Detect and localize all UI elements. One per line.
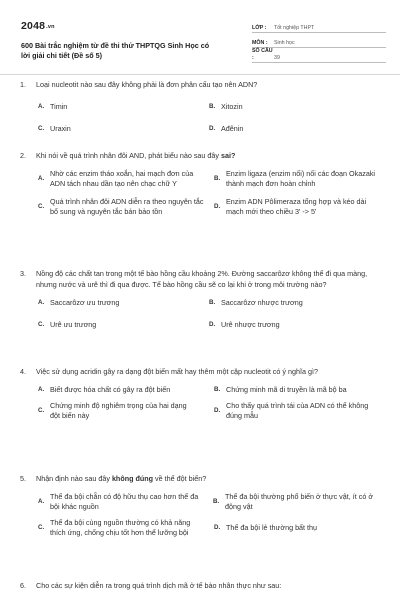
answer-option-c[interactable]: C. Thể đa bội cùng nguồn thường có khả năng thích ứng, chống chịu tốt hơn thể lưỡng bội [38,518,214,538]
option-text: Thể đa bội thường phổ biến ở thực vật, ít có ở động vật [225,492,374,511]
answer-option-a[interactable]: A. Biết được hóa chất có gây ra đột biến [38,385,214,395]
meta-value: Tốt nghiệp THPT [274,24,315,31]
answer-option-a[interactable]: A. Nhờ các enzim tháo xoắn, hai mạch đơn của ADN tách nhau dần tạo nên chạc chữ Y [38,169,214,189]
answer-option-d[interactable]: D. Ađênin [209,124,380,134]
document-header [18,12,388,66]
meta-value: Sinh học [274,39,295,46]
question-stem [20,473,380,484]
answer-option-d[interactable]: D. Enzim ADN Pôlimeraza tổng hợp và kéo dài mạch mới theo chiều 3' -> 5' [214,197,380,217]
question-stem [20,366,380,377]
question-6 [20,580,380,591]
question-4 [20,366,380,421]
site-logo[interactable] [21,19,55,33]
meta-row-count [252,49,386,63]
meta-label: LỚP : [252,24,267,31]
answer-option-b[interactable]: B. Chứng minh mã di truyền là mã bộ ba [214,385,380,395]
meta-row-grade [252,19,386,33]
answer-option-c[interactable]: C. Chứng minh độ nghiêm trọng của hai dạng đột biến này [38,401,214,421]
meta-label: SỐ CÂU : [252,47,273,61]
option-text: Chứng minh mã di truyền là mã bộ ba [226,385,347,394]
question-number: 5. [20,474,26,483]
option-text: Timin [50,102,68,111]
question-stem [20,79,380,90]
meta-value: 39 [274,54,280,61]
option-text: Xitozin [221,102,243,111]
option-text: Quá trình nhân đôi ADN diễn ra theo nguyên tắc bổ sung và nguyên tắc bán bảo tồn [50,197,204,216]
question-2 [20,150,380,217]
option-text: Ađênin [221,124,244,133]
option-text: Biết được hóa chất có gây ra đột biến [50,385,171,394]
answer-option-d[interactable]: D. Urê nhược trương [209,320,380,330]
answer-option-c[interactable]: C. Quá trình nhân đôi ADN diễn ra theo nguyên tắc bổ sung và nguyên tắc bán bảo tồn [38,197,204,216]
question-text: Nồng độ các chất tan trong một tế bào hồng cầu khoảng 2%. Đường saccarôzơ không thể đi qua màng, nhưng nước và urê thì đi qua được. Tế bào hồng cầu sẽ co lại khi ở trong môi trường nào? [36,269,368,289]
question-stem [20,580,380,591]
question-1 [20,79,380,134]
question-number: 3. [20,269,26,278]
option-text: Enzim ligaza (enzim nối) nối các đoạn Okazaki thành mạch đơn hoàn chỉnh [226,169,376,188]
option-text: Thể đa bội cùng nguồn thường có khả năng thích ứng, chống chịu tốt hơn thể lưỡng bội [50,518,191,537]
question-5 [20,473,380,538]
meta-row-subject [252,34,386,48]
question-text: Cho các sự kiện diễn ra trong quá trình dịch mã ở tế bào nhân thực như sau: [36,581,282,590]
option-text: Nhờ các enzim tháo xoắn, hai mạch đơn của ADN tách nhau dần tạo nên chạc chữ Y [50,169,194,188]
question-stem [20,150,380,161]
answer-option-a[interactable]: A. Thể đa bội chẵn có độ hữu thụ cao hơn thể đa bội khác nguồn [38,492,199,511]
answer-option-d[interactable]: D. Thể đa bội lẻ thường bất thụ [214,518,380,538]
question-stem [20,268,380,290]
logo-sub: .vn [46,24,55,30]
logo-main: 2048 [21,20,46,32]
answer-option-b[interactable]: B. Xitozin [209,102,380,112]
option-text: Uraxin [50,124,71,133]
option-text: Enzim ADN Pôlimeraza tổng hợp và kéo dài mạch mới theo chiều 3' -> 5' [226,197,367,216]
option-text: Thể đa bội chẵn có độ hữu thụ cao hơn thể đa bội khác nguồn [50,492,199,511]
header-divider [0,74,400,75]
question-text: Loại nucleotit nào sau đây không phải là đơn phân cấu tạo nên ADN? [36,80,258,89]
question-text: Khi nói về quá trình nhân đôi AND, phát biểu nào sau đây sai? [36,151,236,160]
option-text: Urê nhược trương [221,320,280,329]
question-number: 4. [20,367,26,376]
answer-option-b[interactable]: B. Thể đa bội thường phổ biến ở thực vật, ít có ở động vật [213,492,374,511]
document-meta [252,19,386,64]
question-number: 1. [20,80,26,89]
question-number: 2. [20,151,26,160]
answer-option-a[interactable]: A. Saccarôzơ ưu trương [38,298,209,308]
answer-option-b[interactable]: B. Saccarôzơ nhược trương [209,298,380,308]
question-3 [20,268,380,330]
meta-label: MÔN : [252,39,268,46]
option-text: Saccarôzơ nhược trương [221,298,303,307]
option-text: Cho thấy quá trình tái của ADN có thể không đúng mẫu [226,401,369,420]
question-text: Việc sử dụng acridin gây ra dạng đột biến mất hay thêm một cặp nucleotit có ý nghĩa gì? [36,367,318,376]
option-text: Thể đa bội lẻ thường bất thụ [226,523,318,532]
question-text: Nhận định nào sau đây không đúng về thể đột biến? [36,474,207,483]
answer-option-d[interactable]: D. Cho thấy quá trình tái của ADN có thể không đúng mẫu [214,401,369,420]
option-text: Chứng minh độ nghiêm trọng của hai dạng đột biến này [50,401,187,420]
option-text: Saccarôzơ ưu trương [50,298,120,307]
option-text: Urê ưu trương [50,320,97,329]
document-title: 600 Bài trắc nghiệm từ đề thi thử THPTQG Sinh Học có lời giải chi tiết (Đề số 5) [21,41,210,60]
answer-option-b[interactable]: B. Enzim ligaza (enzim nối) nối các đoạn Okazaki thành mạch đơn hoàn chỉnh [214,169,380,189]
answer-option-c[interactable]: C. Uraxin [38,124,209,134]
answer-option-a[interactable]: A. Timin [38,102,209,112]
question-number: 6. [20,581,26,590]
answer-option-c[interactable]: C. Urê ưu trương [38,320,209,330]
